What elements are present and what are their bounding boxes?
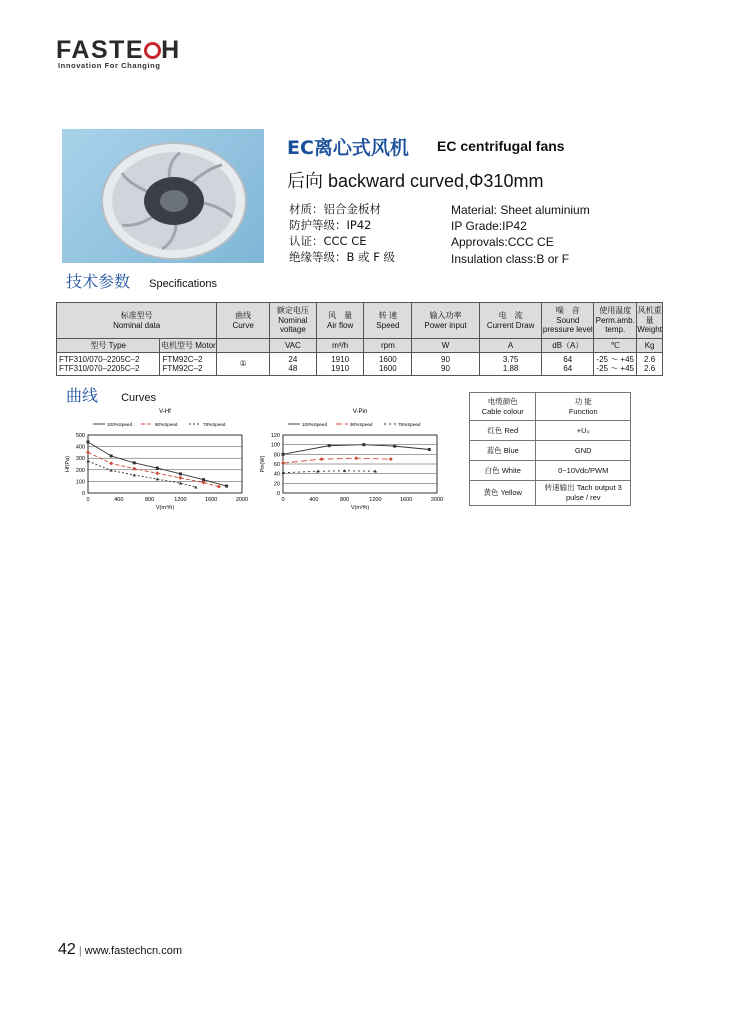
spec-en-ip: IP Grade:IP42 [451, 219, 527, 234]
x-tick-label: 0 [281, 497, 285, 503]
data-point [194, 486, 197, 489]
header-nominal: 标准型号 Nominal data [57, 303, 217, 339]
legend-label: 78%Speed [398, 422, 421, 427]
y-axis-label: Hf(Pa) [65, 456, 71, 472]
x-tick-label: 0 [86, 497, 90, 503]
cable-function: GND [536, 441, 631, 461]
legend-item [384, 422, 421, 427]
spec-table [56, 302, 663, 376]
unit-temp: ℃ [594, 339, 637, 353]
spec-en-material: Material: Sheet aluminium [451, 203, 590, 217]
cell-sound: 64 64 [542, 353, 594, 376]
header-weight: 风机重量 Weight [637, 303, 663, 339]
legend-label: 90%Speed [155, 422, 178, 427]
data-point [354, 456, 358, 460]
unit-power: W [412, 339, 480, 353]
spec-cn-insulation: 绝缘等级：B 或 F 级 [289, 250, 395, 264]
cable-color: 蓝色 Blue [470, 441, 536, 461]
data-point [86, 450, 90, 454]
cable-head-colour: 电缆颜色 Cable colour [470, 393, 536, 421]
cell-weight: 2.6 2.6 [637, 353, 663, 376]
data-point [156, 467, 159, 470]
spec-en-insulation: Insulation class:B or F [451, 251, 570, 266]
cell-curve: ① [217, 353, 270, 376]
cable-function: +U₀ [536, 421, 631, 441]
data-point [428, 448, 431, 451]
unit-weight: Kg [637, 339, 663, 353]
legend-item [93, 422, 132, 427]
logo-ring-icon [144, 42, 161, 59]
cell-motor: FTM92C–2 FTM92C–2 [160, 353, 217, 376]
data-point [320, 457, 324, 461]
data-point [86, 460, 89, 463]
legend-label: 100%Speed [107, 422, 133, 427]
y-tick-label: 80 [273, 452, 280, 459]
section-specs-cn: 技术参数 [66, 272, 131, 291]
cell-airflow: 1910 1910 [316, 353, 364, 376]
unit-sound: dB（A） [542, 339, 594, 353]
data-point [179, 472, 182, 475]
data-point [87, 440, 90, 443]
y-tick-label: 100 [75, 479, 85, 486]
data-point [282, 453, 285, 456]
section-curves-en: Curves [121, 392, 156, 404]
legend-item [288, 422, 327, 427]
header-airflow: 风 量 Air flow [316, 303, 364, 339]
cell-temp: -25 ～ +45 -25 ～ +45 [594, 353, 637, 376]
unit-airflow: m³/h [316, 339, 364, 353]
page-footer: 42 | www.fastechcn.com [58, 941, 182, 958]
header-curve: 曲线 Curve [217, 303, 270, 339]
spec-cn-ip: 防护等级：IP42 [289, 218, 372, 232]
specs-cn-list [289, 201, 395, 265]
cable-color: 白色 White [470, 461, 536, 481]
legend-item [336, 422, 373, 427]
fan-product-photo [62, 129, 264, 263]
table-row [57, 353, 663, 376]
y-tick-label: 400 [75, 444, 85, 451]
data-point [155, 471, 159, 475]
data-point [393, 445, 396, 448]
spec-table-header [57, 303, 663, 339]
y-tick-label: 60 [273, 462, 280, 468]
data-point [225, 485, 228, 488]
cell-voltage: 24 48 [269, 353, 316, 376]
brand-tagline: Innovation For Changing [58, 61, 161, 70]
table-row [470, 481, 631, 506]
table-row [470, 461, 631, 481]
x-tick-label: 1600 [205, 497, 218, 503]
y-tick-label: 500 [75, 433, 85, 439]
section-curves [66, 383, 156, 406]
legend-label: 100%Speed [302, 422, 328, 427]
unit-current: A [479, 339, 542, 353]
legend-label: 90%Speed [350, 422, 373, 427]
table-row [470, 441, 631, 461]
x-tick-label: 1200 [174, 497, 187, 503]
cell-current: 3.75 1.88 [479, 353, 542, 376]
product-title-en: EC centrifugal fans [437, 138, 565, 154]
product-title-cn: EC离心式风机 [287, 137, 409, 159]
series-line [283, 445, 429, 455]
cell-power: 90 90 [412, 353, 480, 376]
y-tick-label: 0 [81, 491, 85, 497]
legend-label: 78%Speed [203, 422, 226, 427]
x-tick-label: 400 [309, 497, 319, 503]
cable-table [469, 392, 631, 506]
y-tick-label: 40 [273, 471, 280, 478]
data-point [110, 454, 113, 457]
page-number: 42 [58, 941, 76, 958]
data-point [217, 485, 221, 489]
data-point [328, 444, 331, 447]
y-tick-label: 200 [75, 467, 85, 474]
data-point [109, 461, 113, 465]
cable-function: 转速输出 Tach output 3 pulse / rev [536, 481, 631, 506]
x-axis-label: V(m³/h) [155, 505, 175, 511]
section-curves-cn: 曲线 [66, 386, 99, 405]
x-tick-label: 1600 [400, 497, 413, 503]
product-subtitle: 后向 backward curved,Φ310mm [287, 171, 544, 191]
spec-en-approval: Approvals:CCC CE [451, 235, 554, 250]
specs-en-list [451, 202, 590, 267]
x-tick-label: 2000 [235, 497, 249, 503]
section-specs-en: Specifications [149, 278, 217, 290]
x-tick-label: 800 [340, 497, 350, 503]
y-tick-label: 100 [270, 442, 280, 449]
cable-function: 0~10Vdc/PWM [536, 461, 631, 481]
table-row [470, 421, 631, 441]
unit-motor: 电机型号 Motor [160, 339, 217, 353]
cable-color: 黄色 Yellow [470, 481, 536, 506]
header-current: 电 流 Current Draw [479, 303, 542, 339]
section-specifications [66, 269, 217, 292]
cable-color: 红色 Red [470, 421, 536, 441]
legend-item [189, 422, 226, 427]
data-point [362, 443, 365, 446]
header-sound: 噪 音 Sound pressure level [542, 303, 594, 339]
brand-logo: FASTE H [56, 36, 181, 64]
spec-table-units [57, 339, 663, 353]
unit-speed: rpm [364, 339, 412, 353]
y-tick-label: 120 [270, 433, 280, 439]
data-point [281, 461, 285, 465]
x-tick-label: 400 [114, 497, 124, 503]
y-tick-label: 0 [276, 491, 280, 497]
chart-v-hf [60, 404, 255, 522]
chart-title: V-Hf [159, 409, 171, 415]
x-tick-label: 1200 [369, 497, 382, 503]
data-point [133, 461, 136, 464]
footer-url: www.fastechcn.com [84, 945, 182, 957]
spec-cn-material: 材质：铝合金板材 [289, 202, 381, 216]
x-tick-label: 800 [145, 497, 155, 503]
chart-title: V-Pin [352, 409, 368, 415]
series-line [283, 471, 375, 473]
unit-type: 型号 Type [57, 339, 160, 353]
chart-v-pin [255, 404, 450, 522]
y-axis-label: Pin(W) [260, 455, 266, 473]
data-point [178, 476, 182, 480]
y-tick-label: 300 [75, 456, 85, 463]
header-power: 输入功率 Power input [412, 303, 480, 339]
unit-curve [217, 339, 270, 353]
series-line [283, 458, 391, 463]
legend-item [141, 422, 178, 427]
x-tick-label: 2000 [430, 497, 444, 503]
y-tick-label: 20 [273, 481, 280, 488]
cell-speed: 1600 1600 [364, 353, 412, 376]
header-temp: 使用温度 Perm.amb. temp. [594, 303, 637, 339]
data-point [389, 457, 393, 461]
spec-cn-approval: 认证：CCC CE [289, 234, 367, 248]
cell-type: FTF310/070–2205C–2 FTF310/070–2205C–2 [57, 353, 160, 376]
x-axis-label: V(m³/h) [350, 505, 370, 511]
unit-voltage: VAC [269, 339, 316, 353]
cable-head-function: 功 能 Function [536, 393, 631, 421]
header-speed: 转 速 Speed [364, 303, 412, 339]
cable-header [470, 393, 631, 421]
header-voltage: 额定电压 Nominal voltage [269, 303, 316, 339]
